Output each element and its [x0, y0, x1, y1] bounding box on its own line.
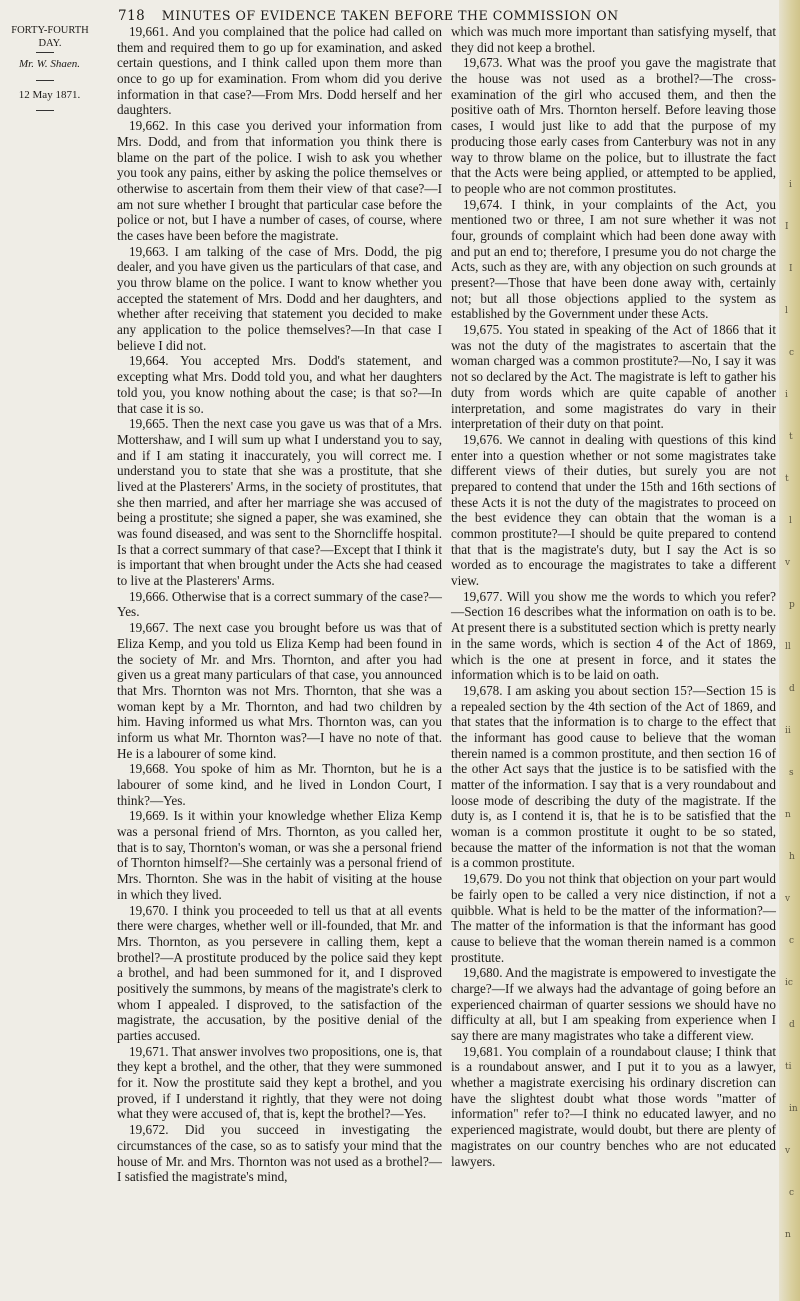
testimony-paragraph	[117, 903, 442, 1044]
paragraph-text: 19,674. I think, in your complaints of the Act, you mentioned two or three, I am not sure whether it was not four, grounds of complaint which had been done away with and put an end to; therefore, I presume you do not charge the Acts, such as they are, with any objection on such grounds at present?—Those that have been done away with, certainly not; but all those objections applied to the system as established by the Government under these Acts.	[451, 196, 776, 322]
running-header	[118, 8, 658, 24]
edge-glyph: p	[789, 600, 795, 610]
edge-glyph: h	[789, 852, 795, 862]
edge-glyph: s	[789, 768, 794, 778]
edge-glyph: v	[785, 894, 791, 904]
edge-glyph: ic	[785, 978, 793, 988]
margin-witness: Mr. W. Shaen.	[18, 58, 80, 70]
paragraph-text: 19,673. What was the proof you gave the magistrate that the house was not used as a brothel?—The cross-examination of the girl who accused them, and then the positive oath of Mrs. Thornton herself. Before leaving those cases, I would just like to add that the purpose of my producing those early cases from Canterbury was not in any way to throw blame on the police, but to illustrate the fact that the Acts were being applied, or attempted to be applied, to people who are not common prostitutes.	[451, 55, 776, 196]
testimony-paragraph	[117, 416, 442, 589]
edge-glyph: ii	[785, 726, 791, 736]
margin-rule	[36, 80, 54, 81]
testimony-paragraph	[117, 24, 442, 118]
page-title: MINUTES OF EVIDENCE TAKEN BEFORE THE COMMISSION ON	[161, 8, 619, 23]
paragraph-text: 19,671. That answer involves two propositions, one is, that they kept a brothel, and the other, that they were summoned for it. Now the prostitute said they kept a brothel, and you proved, if I understand it rightly, that they were not doing what they were accused of, that is, kept the brothel?—Yes.	[117, 1043, 442, 1122]
edge-glyph: c	[789, 348, 795, 358]
testimony-paragraph	[117, 244, 442, 354]
testimony-paragraph	[451, 589, 776, 683]
paragraph-text: 19,667. The next case you brought before us was that of Eliza Kemp, and you told us Eliza Kemp had been found in the society of Mr. and Mrs. Thornton, and after you had given us a great many particulars of that case, you announced that Mrs. Thornton was not Mrs. Thornton, that she was a woman kept by a Mr. Thornton, and had two children by him. Having informed us what Mrs. Thornton was, can you inform us what Mr. Thornton was?—I have no note of that. He is a labourer of some kind.	[117, 620, 442, 761]
paragraph-text: 19,663. I am talking of the case of Mrs. Dodd, the pig dealer, and you have given us the particulars of that case, and you throw blame on the police. I want to know whether you accepted the statement of Mrs. Dodd and her daughters, and whether after receiving that statement you decided to make any application to the police themselves?—In that case I believe I did not.	[117, 243, 442, 353]
edge-glyph: d	[789, 1020, 795, 1030]
edge-glyph: i	[785, 390, 788, 400]
edge-glyph: ll	[785, 642, 791, 652]
testimony-paragraph	[117, 1044, 442, 1122]
paragraph-text: called on them and required them to go up for examination, and asked certain questions, and I think called upon them more than once to go up for examination. From whom did you derive information in that case?—From Mrs. Dodd herself and her daughters.	[117, 24, 443, 118]
paragraph-text: 19,678. I am asking you about section 15?—Section 15 is a repealed section by the 4th section of the Act of 1869, and that states that the information is to charge to the effect that the informant has good cause to believe that the woman therein named is a common prostitute, and then section 16 of the other Act says that the justice is to be satisfied with the matter of the information. I say that is a very roundabout and loose mode of describing the duty of the magistrate. If the duty is, as I contend it is, that he is to be satisfied that the woman is a common prostitute it ought to be so stated, because the matter of the information is not that the woman is a common prostitute.	[451, 682, 776, 871]
paragraph-text: 19,681. You complain of a roundabout clause; I think that is a roundabout answer, and I put it to you as a lawyer, whether a magistrate exercising his ordinary discretion can have the slightest doubt what those words "matter of information" refer to?—I think no educated lawyer, and no experienced magistrate, would doubt, but there are plenty of magistrates on our country benches who are not educated lawyers.	[451, 1043, 776, 1169]
margin-rule	[36, 110, 54, 111]
paragraph-text: 19,680. And the magistrate is empowered to investigate the charge?—If we always had the advantage of going before an experienced chairman of quarter sessions we should have no difficulty at all, but I am speaking from experience when I say there are many magistrates who take a different view.	[451, 965, 776, 1043]
testimony-paragraph	[117, 589, 442, 620]
paragraph-text: which was much more important than satisfying myself, that they did not keep a brothel.	[451, 24, 776, 55]
testimony-paragraph	[451, 683, 776, 871]
paragraph-text: 19,672. Did you succeed in investigating the circumstances of the case, so as to satisfy your mind that the house of Mr. and Mrs. Thornton was not used as a brothel?—I satisfied the magistrate's mind,	[117, 1122, 442, 1185]
edge-glyph: c	[789, 936, 795, 946]
paragraph-text: 19,677. Will you show me the words to which you refer?—Section 16 describes what the information on oath is to be. At present there is a substituted section which is pretty nearly in the same words, which is section 4 of the Act of 1869, which is the one at present in force, and it states the information which is to be laid on oath.	[451, 588, 776, 683]
testimony-paragraph	[117, 118, 442, 244]
edge-glyph: v	[785, 558, 791, 568]
paragraph-text: 19,662. In this case you derived your information from Mrs. Dodd, and from that information you think there is blame on the part of the police. I wish to ask you whether you took any pains, either by asking the police themselves or otherwise to ascertain from them their view of that case?—I am not sure whether I brought that particular case before the police or not, but I have a number of cases, of course, where the cases have been before the magistrate.	[117, 118, 442, 243]
edge-glyph: in	[789, 1104, 798, 1114]
testimony-paragraph	[117, 1122, 442, 1185]
testimony-paragraph	[451, 197, 776, 323]
testimony-paragraph	[451, 24, 776, 55]
paragraph-text: 19,665. Then the next case you gave us was that of a Mrs. Mottershaw, and I will sum up what I understand you to say, and if I am stating it inaccurately, you will correct me. I understand you to state that she was a prostitute, that she lived at the Plasterers' Arms, in the society of prostitutes, that she then married, and after her marriage she was accused of being a prostitute; she signed a paper, she was examined, she was found diseased, and was sent to the Shorncliffe hospital. Is that a correct summary of that case?—Except that I think it is important that when brought under the Acts she had ceased to live at the Plasterers' Arms.	[117, 416, 442, 589]
edge-glyph: I	[789, 264, 793, 274]
testimony-paragraph	[451, 432, 776, 589]
testimony-paragraph	[451, 322, 776, 432]
paragraph-text: 19,670. I think you proceeded to tell us that at all events there were charges, whether well or ill-founded, that Mr. and Mrs. Thornton, as you persevere in calling them, kept a brothel?—A prostitute produced by the police said they kept a brothel, and had been summoned for it, and I disproved positively the summons, by means of the magistrate's clerk to whom I appealed. I disproved, to the satisfaction of the magistrate, the accusation, by the positive denial of the parties accused.	[117, 902, 442, 1043]
testimony-paragraph	[117, 620, 442, 761]
edge-glyph: i	[789, 180, 792, 190]
adjacent-page-edge	[779, 0, 800, 1301]
edge-glyph: l	[785, 306, 788, 316]
margin-rule	[36, 52, 54, 53]
right-text-column	[451, 24, 776, 1169]
edge-glyph: t	[789, 432, 793, 442]
testimony-paragraph	[117, 353, 442, 416]
left-text-column	[117, 24, 442, 1185]
paragraph-lead: 19,661. And you complained that the police had	[129, 24, 394, 39]
testimony-paragraph	[451, 55, 776, 196]
paragraph-text: 19,666. Otherwise that is a correct summary of the case?—Yes.	[117, 588, 442, 620]
paragraph-text: 19,669. Is it within your knowledge whether Eliza Kemp was a personal friend of Mrs. Thornton, as you called her, that is to say, Thornton's woman, or was she a personal friend of Thornton himself?—She certainly was a personal friend of Mrs. Thornton. She was in the habit of visiting at the house in which they lived.	[117, 808, 442, 902]
testimony-paragraph	[451, 1044, 776, 1170]
margin-day: FORTY-FOURTH DAY.	[11, 25, 89, 49]
paragraph-text: 19,676. We cannot in dealing with questions of this kind enter into a question whether or not some magistrates take different views of their duties, but surely you are not prepared to contend that under the 15th and 16th sections of these Acts it is not the duty of the magistrates to proceed on the best evidence they can obtain that the woman is a common prostitute?—I should be quite prepared to contend that that is the magistrate's duty, but I say the Act is so worded as to encourage the magistrates to take a different view.	[451, 431, 776, 589]
margin-date: 12 May 1871.	[18, 89, 81, 101]
paragraph-text: 19,675. You stated in speaking of the Act of 1866 that it was not the duty of the magistrates to ascertain that the woman charged was a common prostitute?—No, I say it was not so declared by the Act. The magistrate is left to gather his duty from words which are quite capable of another interpretation, and some magistrates do vary in their interpretation of their duty on that point.	[451, 322, 776, 432]
edge-glyph: c	[789, 1188, 795, 1198]
testimony-paragraph	[451, 965, 776, 1043]
paragraph-text: 19,679. Do you not think that objection on your part would be fairly open to be called a very nice distinction, if not a quibble. What is held to be the matter of the information?—The matter of the information is that the informant has good cause to believe that the woman therein named is a common prostitute.	[451, 871, 776, 965]
edge-glyph: t	[785, 474, 789, 484]
edge-glyph: v	[785, 1146, 791, 1156]
edge-glyph: n	[785, 1230, 791, 1240]
testimony-paragraph	[117, 761, 442, 808]
edge-glyph: n	[785, 810, 791, 820]
paragraph-text: 19,664. You accepted Mrs. Dodd's statement, and excepting what Mrs. Dodd told you, and what her daughters told you, you know nothing about the case; is that so?—In that case it is so.	[117, 353, 442, 416]
edge-glyph: I	[785, 222, 789, 232]
edge-glyph: d	[789, 684, 795, 694]
edge-glyph: l	[789, 516, 792, 526]
edge-glyph: ti	[785, 1062, 792, 1072]
testimony-paragraph	[451, 871, 776, 965]
paragraph-text: 19,668. You spoke of him as Mr. Thornton, but he is a labourer of some kind, and he lived in London Court, I think?—Yes.	[117, 761, 442, 808]
testimony-paragraph	[117, 808, 442, 902]
page-number: 718	[118, 8, 146, 24]
